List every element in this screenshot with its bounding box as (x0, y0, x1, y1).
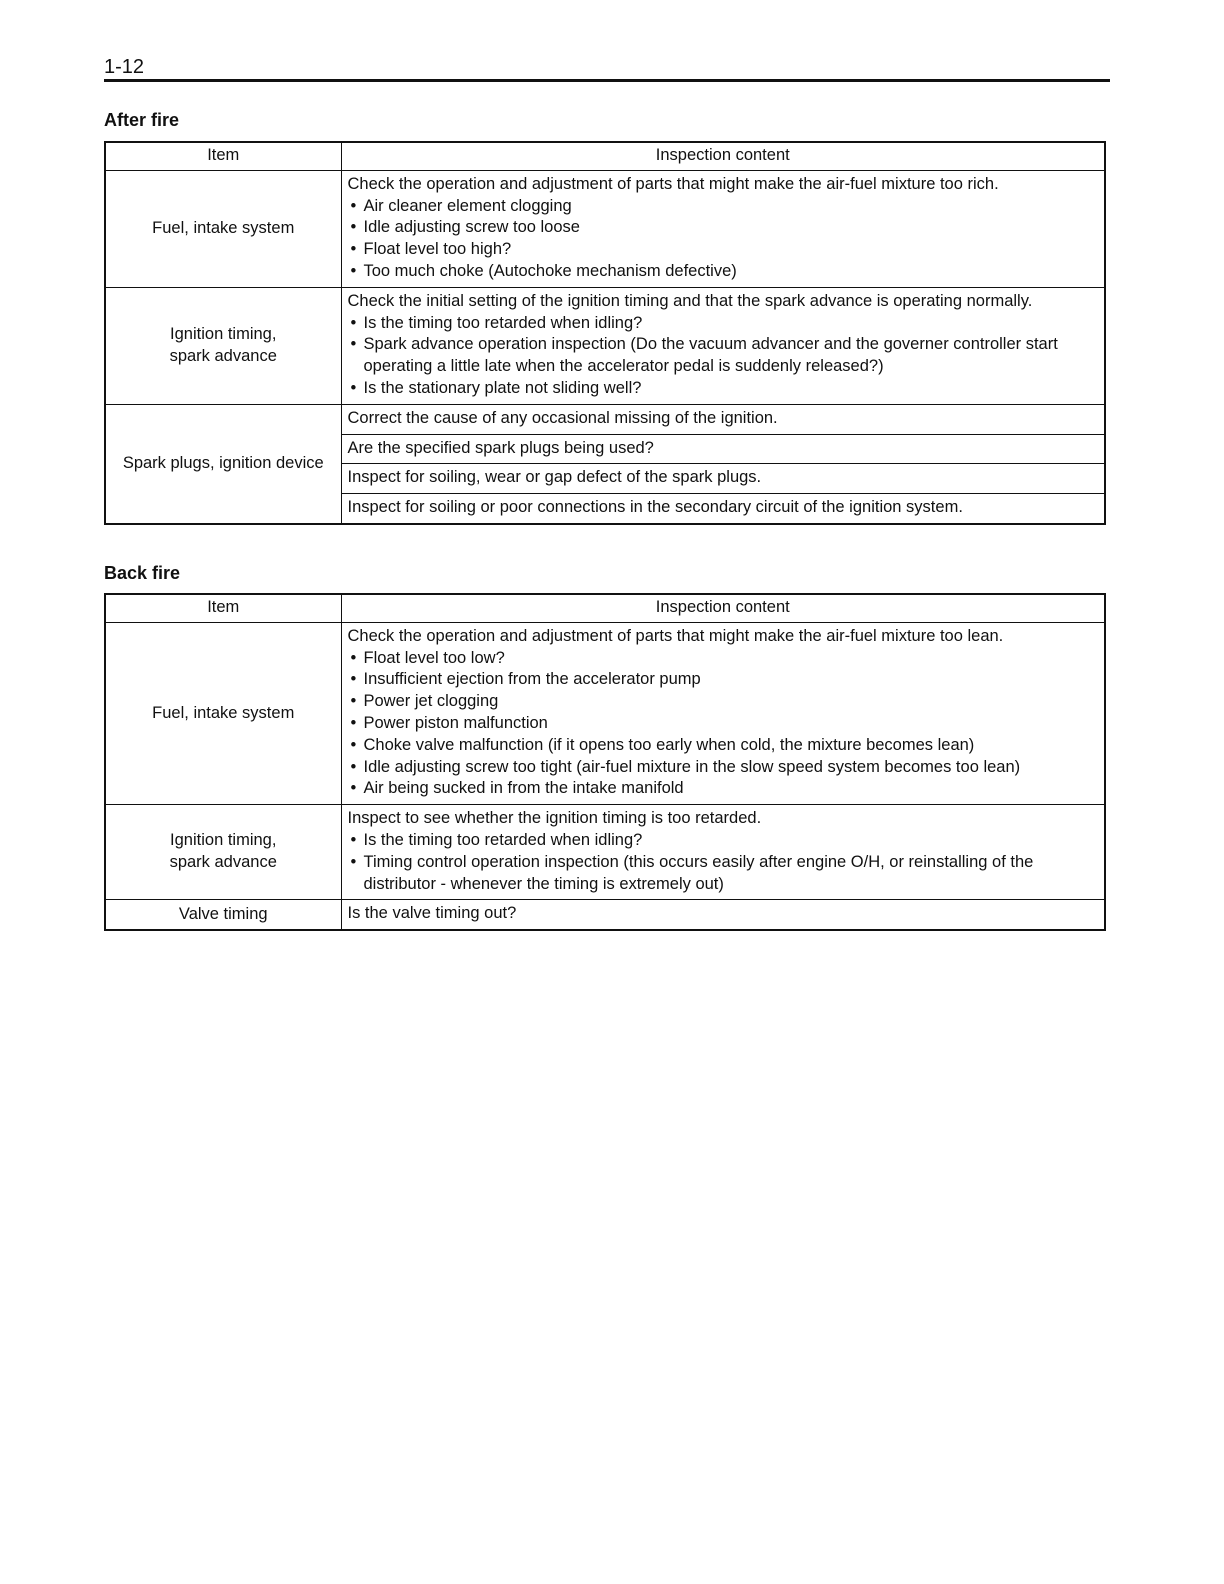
item-line: spark advance (169, 853, 277, 872)
table-row (105, 170, 1105, 287)
bullet-list (348, 196, 1099, 283)
table-header-row (105, 142, 1105, 170)
list-item: • Power piston malfunction (348, 713, 1099, 735)
header-inspection-content: Inspection content (341, 142, 1105, 170)
item-spark-plugs-ignition-device: Spark plugs, ignition device (105, 404, 341, 524)
table-row (105, 900, 1105, 930)
list-item: • Power jet clogging (348, 691, 1099, 713)
header-item: Item (105, 594, 341, 622)
after-fire-table (104, 141, 1106, 525)
inspection-content-cell (341, 170, 1105, 287)
inspection-content-cell (341, 287, 1105, 404)
item-ignition-timing (105, 287, 341, 404)
inspection-content-cell (341, 805, 1105, 900)
inspection-lead: Check the operation and adjustment of parts that might make the air-fuel mixture too rich. (347, 174, 999, 193)
inspection-content-cell (341, 622, 1105, 804)
header-inspection-content: Inspection content (341, 594, 1105, 622)
list-item: • Idle adjusting screw too loose (348, 217, 1099, 239)
list-item: • Is the timing too retarded when idling? (348, 313, 1099, 335)
inspection-lead: Check the operation and adjustment of parts that might make the air-fuel mixture too lean. (347, 626, 1004, 645)
inspection-content-cell: Inspect for soiling or poor connections in the secondary circuit of the ignition system. (341, 494, 1105, 524)
list-item: • Too much choke (Autochoke mechanism defective) (348, 261, 1099, 283)
table-row (105, 404, 1105, 434)
item-line: spark advance (169, 346, 277, 365)
table-header-row (105, 594, 1105, 622)
inspection-lead: Check the initial setting of the ignition timing and that the spark advance is operating normally. (347, 291, 1033, 310)
bullet-list (348, 313, 1099, 400)
item-ignition-timing (105, 805, 341, 900)
table-row (105, 622, 1105, 804)
inspection-content-cell: Is the valve timing out? (341, 900, 1105, 930)
list-item: • Air being sucked in from the intake manifold (348, 778, 1099, 800)
list-item: • Idle adjusting screw too tight (air-fuel mixture in the slow speed system becomes too lean) (348, 757, 1099, 779)
list-item: • Is the stationary plate not sliding well? (348, 378, 1099, 400)
list-item: • Timing control operation inspection (this occurs easily after engine O/H, or reinstalling of the distributor - whenever the timing is extremely out) (348, 852, 1099, 896)
section-title-back-fire: Back fire (104, 563, 181, 583)
back-fire-table (104, 593, 1106, 931)
list-item: • Choke valve malfunction (if it opens too early when cold, the mixture becomes lean) (348, 735, 1099, 757)
item-line: Ignition timing, (170, 324, 277, 343)
header-rule (104, 79, 1110, 82)
section-title-after-fire: After fire (104, 110, 180, 130)
table-row (105, 805, 1105, 900)
page-number: 1-12 (104, 56, 145, 78)
list-item: • Float level too high? (348, 239, 1099, 261)
item-line: Ignition timing, (170, 831, 277, 850)
item-fuel-intake-system: Fuel, intake system (105, 170, 341, 287)
item-fuel-intake-system: Fuel, intake system (105, 622, 341, 804)
list-item: • Is the timing too retarded when idling? (348, 830, 1099, 852)
header-item: Item (105, 142, 341, 170)
inspection-content-cell: Are the specified spark plugs being used? (341, 434, 1105, 464)
inspection-lead: Inspect to see whether the ignition timing is too retarded. (347, 809, 762, 828)
bullet-list (348, 648, 1099, 801)
inspection-content-cell: Correct the cause of any occasional missing of the ignition. (341, 404, 1105, 434)
bullet-list (348, 830, 1099, 895)
list-item: • Air cleaner element clogging (348, 196, 1099, 218)
table-row (105, 287, 1105, 404)
list-item: • Insufficient ejection from the accelerator pump (348, 669, 1099, 691)
item-valve-timing: Valve timing (105, 900, 341, 930)
list-item: • Float level too low? (348, 648, 1099, 670)
inspection-content-cell: Inspect for soiling, wear or gap defect of the spark plugs. (341, 464, 1105, 494)
list-item: • Spark advance operation inspection (Do the vacuum advancer and the governer controller start operating a little late when the accelerator pedal is suddenly released?) (348, 334, 1099, 378)
